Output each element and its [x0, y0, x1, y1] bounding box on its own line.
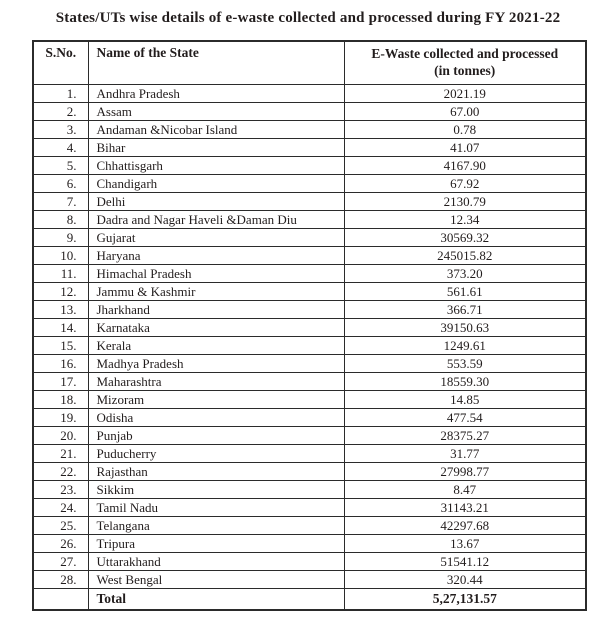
- cell-state: Jammu & Kashmir: [88, 282, 344, 300]
- cell-state: Tripura: [88, 534, 344, 552]
- cell-state: Gujarat: [88, 228, 344, 246]
- table-row: [33, 102, 586, 120]
- cell-value: 18559.30: [344, 372, 586, 390]
- cell-value: 561.61: [344, 282, 586, 300]
- cell-state: Andaman &Nicobar Island: [88, 120, 344, 138]
- cell-state: Puducherry: [88, 444, 344, 462]
- cell-state: Mizoram: [88, 390, 344, 408]
- table-row: [33, 282, 586, 300]
- cell-sno: 13.: [33, 300, 88, 318]
- header-ewaste-line2: (in tonnes): [434, 63, 496, 78]
- cell-value: 12.34: [344, 210, 586, 228]
- cell-sno: 16.: [33, 354, 88, 372]
- cell-sno: 25.: [33, 516, 88, 534]
- cell-sno: 15.: [33, 336, 88, 354]
- cell-sno: 2.: [33, 102, 88, 120]
- total-value: 5,27,131.57: [344, 588, 586, 610]
- cell-sno: 17.: [33, 372, 88, 390]
- cell-value: 1249.61: [344, 336, 586, 354]
- cell-state: Telangana: [88, 516, 344, 534]
- cell-value: 4167.90: [344, 156, 586, 174]
- table-row: [33, 354, 586, 372]
- cell-sno: 20.: [33, 426, 88, 444]
- cell-value: 67.92: [344, 174, 586, 192]
- cell-value: 477.54: [344, 408, 586, 426]
- cell-state: Bihar: [88, 138, 344, 156]
- cell-sno: 27.: [33, 552, 88, 570]
- cell-value: 30569.32: [344, 228, 586, 246]
- cell-sno: 18.: [33, 390, 88, 408]
- table-row: [33, 228, 586, 246]
- table-row: [33, 300, 586, 318]
- cell-value: 51541.12: [344, 552, 586, 570]
- table-row: [33, 318, 586, 336]
- cell-sno: 23.: [33, 480, 88, 498]
- table-row: [33, 264, 586, 282]
- cell-value: 31.77: [344, 444, 586, 462]
- table-row: [33, 120, 586, 138]
- cell-sno: 1.: [33, 84, 88, 102]
- cell-state: Jharkhand: [88, 300, 344, 318]
- cell-sno: 11.: [33, 264, 88, 282]
- cell-state: Rajasthan: [88, 462, 344, 480]
- total-label: Total: [88, 588, 344, 610]
- table-row: [33, 516, 586, 534]
- table-row: [33, 192, 586, 210]
- cell-state: Karnataka: [88, 318, 344, 336]
- table-row: [33, 246, 586, 264]
- cell-state: Maharashtra: [88, 372, 344, 390]
- cell-sno: 21.: [33, 444, 88, 462]
- cell-state: Dadra and Nagar Haveli &Daman Diu: [88, 210, 344, 228]
- cell-sno: 3.: [33, 120, 88, 138]
- cell-state: Chhattisgarh: [88, 156, 344, 174]
- cell-sno: 4.: [33, 138, 88, 156]
- cell-sno: 19.: [33, 408, 88, 426]
- cell-value: 2021.19: [344, 84, 586, 102]
- table-row: [33, 372, 586, 390]
- table-row: [33, 534, 586, 552]
- page-title: States/UTs wise details of e-waste collected and processed during FY 2021-22: [55, 10, 561, 26]
- cell-sno: 14.: [33, 318, 88, 336]
- cell-sno: 8.: [33, 210, 88, 228]
- cell-state: Uttarakhand: [88, 552, 344, 570]
- cell-value: 0.78: [344, 120, 586, 138]
- cell-state: Chandigarh: [88, 174, 344, 192]
- cell-value: 28375.27: [344, 426, 586, 444]
- ewaste-table: [32, 40, 587, 611]
- cell-sno: 22.: [33, 462, 88, 480]
- cell-sno: 7.: [33, 192, 88, 210]
- cell-value: 31143.21: [344, 498, 586, 516]
- cell-state: Delhi: [88, 192, 344, 210]
- header-sno: S.No.: [33, 41, 88, 84]
- cell-value: 320.44: [344, 570, 586, 588]
- cell-value: 366.71: [344, 300, 586, 318]
- table-row: [33, 498, 586, 516]
- cell-state: Andhra Pradesh: [88, 84, 344, 102]
- table-row: [33, 552, 586, 570]
- cell-state: Sikkim: [88, 480, 344, 498]
- table-row: [33, 138, 586, 156]
- cell-sno: 9.: [33, 228, 88, 246]
- cell-sno: 24.: [33, 498, 88, 516]
- cell-state: Haryana: [88, 246, 344, 264]
- cell-value: 14.85: [344, 390, 586, 408]
- total-empty-cell: [33, 588, 88, 610]
- table-row: [33, 426, 586, 444]
- cell-state: Himachal Pradesh: [88, 264, 344, 282]
- table-row: [33, 444, 586, 462]
- cell-state: Madhya Pradesh: [88, 354, 344, 372]
- cell-value: 67.00: [344, 102, 586, 120]
- cell-sno: 5.: [33, 156, 88, 174]
- table-row: [33, 480, 586, 498]
- table-row: [33, 462, 586, 480]
- cell-sno: 10.: [33, 246, 88, 264]
- cell-sno: 6.: [33, 174, 88, 192]
- table-row: [33, 336, 586, 354]
- cell-value: 41.07: [344, 138, 586, 156]
- table-row: [33, 210, 586, 228]
- cell-state: Assam: [88, 102, 344, 120]
- cell-sno: 26.: [33, 534, 88, 552]
- cell-value: 13.67: [344, 534, 586, 552]
- cell-value: 245015.82: [344, 246, 586, 264]
- total-row: [33, 588, 586, 610]
- table-row: [33, 84, 586, 102]
- table-row: [33, 570, 586, 588]
- cell-sno: 28.: [33, 570, 88, 588]
- header-ewaste-value: [344, 41, 586, 84]
- cell-value: 8.47: [344, 480, 586, 498]
- header-state-name: Name of the State: [88, 41, 344, 84]
- table-row: [33, 408, 586, 426]
- cell-value: 2130.79: [344, 192, 586, 210]
- cell-state: Odisha: [88, 408, 344, 426]
- cell-value: 373.20: [344, 264, 586, 282]
- header-ewaste-line1: E-Waste collected and processed: [371, 46, 559, 61]
- cell-state: West Bengal: [88, 570, 344, 588]
- cell-state: Punjab: [88, 426, 344, 444]
- table-row: [33, 390, 586, 408]
- cell-value: 27998.77: [344, 462, 586, 480]
- cell-value: 39150.63: [344, 318, 586, 336]
- cell-value: 553.59: [344, 354, 586, 372]
- cell-state: Tamil Nadu: [88, 498, 344, 516]
- table-row: [33, 174, 586, 192]
- table-row: [33, 156, 586, 174]
- cell-state: Kerala: [88, 336, 344, 354]
- cell-sno: 12.: [33, 282, 88, 300]
- cell-value: 42297.68: [344, 516, 586, 534]
- header-row: [33, 41, 586, 84]
